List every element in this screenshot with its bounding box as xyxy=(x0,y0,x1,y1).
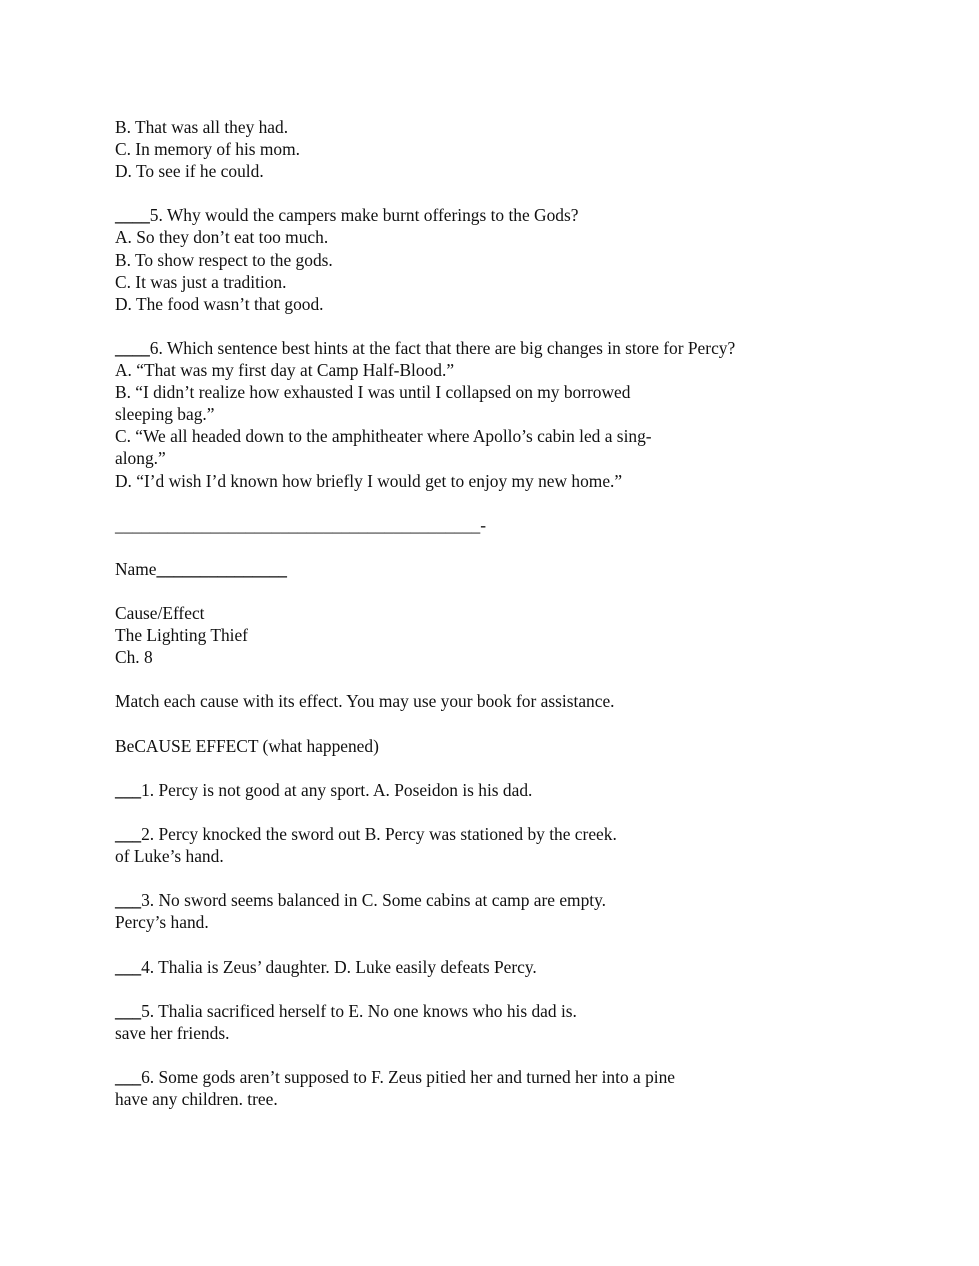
header-chapter: Ch. 8 xyxy=(115,647,153,668)
answer-blank: ___ xyxy=(115,956,142,977)
q5-option-d: D. The food wasn’t that good. xyxy=(115,293,324,314)
matching-text: 1. Percy is not good at any sport. A. Poseidon is his dad. xyxy=(141,779,533,800)
matching-text: 6. Some gods aren’t supposed to F. Zeus pitied her and turned her into a pine xyxy=(141,1067,676,1088)
q6-stem xyxy=(115,337,915,359)
q5-option-a: A. So they don’t eat too much. xyxy=(115,227,329,248)
matching-text: 2. Percy knocked the sword out B. Percy was stationed by the creek. xyxy=(141,824,617,844)
matching-item-4 xyxy=(115,956,915,978)
name-field xyxy=(115,558,915,580)
matching-item-6-cont: have any children. tree. xyxy=(115,1089,278,1110)
answer-blank: ____ xyxy=(115,337,150,358)
matching-item-5 xyxy=(115,1000,915,1022)
header-type: Cause/Effect xyxy=(115,603,205,624)
matching-item-3 xyxy=(115,889,915,911)
q5-option-b: B. To show respect to the gods. xyxy=(115,249,333,270)
q6-option-a: A. “That was my first day at Camp Half-Blood.” xyxy=(115,360,455,381)
name-blank: _______________ xyxy=(156,558,287,579)
q6-option-c: C. “We all headed down to the amphitheater where Apollo’s cabin led a sing- xyxy=(115,426,652,447)
answer-blank: ___ xyxy=(115,890,142,911)
matching-item-2 xyxy=(115,823,915,845)
matching-text: 3. No sword seems balanced in C. Some cabins at camp are empty. xyxy=(141,890,607,911)
q5-stem xyxy=(115,204,915,226)
name-label: Name xyxy=(115,558,157,579)
q4-option-d: D. To see if he could. xyxy=(115,161,264,182)
matching-item-6 xyxy=(115,1066,915,1088)
matching-text: 4. Thalia is Zeus’ daughter. D. Luke easily defeats Percy. xyxy=(141,956,537,977)
q4-option-c: C. In memory of his mom. xyxy=(115,139,301,160)
matching-text: 5. Thalia sacrificed herself to E. No one knows who his dad is. xyxy=(141,1000,577,1021)
matching-item-3-cont: Percy’s hand. xyxy=(115,912,209,933)
worksheet-page xyxy=(115,116,915,1110)
q5-stem-text: 5. Why would the campers make burnt offerings to the Gods? xyxy=(149,205,579,226)
answer-blank: ___ xyxy=(115,779,142,800)
q5-option-c: C. It was just a tradition. xyxy=(115,271,287,292)
q6-option-d: D. “I’d wish I’d known how briefly I would get to enjoy my new home.” xyxy=(115,470,623,491)
answer-blank: ____ xyxy=(115,205,150,226)
q6-stem-text: 6. Which sentence best hints at the fact that there are big changes in store for Percy? xyxy=(149,337,736,358)
answer-blank: ___ xyxy=(115,1000,142,1021)
header-book: The Lighting Thief xyxy=(115,625,248,646)
matching-item-5-cont: save her friends. xyxy=(115,1022,230,1043)
answer-blank: ___ xyxy=(115,824,142,844)
q6-option-c-cont: along.” xyxy=(115,448,166,469)
columns-header: BeCAUSE EFFECT (what happened) xyxy=(115,735,379,756)
q6-option-b: B. “I didn’t realize how exhausted I was until I collapsed on my borrowed xyxy=(115,382,631,403)
matching-item-1 xyxy=(115,779,915,801)
q6-option-b-cont: sleeping bag.” xyxy=(115,404,215,425)
answer-blank: ___ xyxy=(115,1067,142,1088)
matching-item-2-cont: of Luke’s hand. xyxy=(115,846,224,867)
separator-line: __________________________________________- xyxy=(115,514,486,535)
instructions: Match each cause with its effect. You may use your book for assistance. xyxy=(115,691,615,712)
q4-option-b: B. That was all they had. xyxy=(115,117,289,137)
